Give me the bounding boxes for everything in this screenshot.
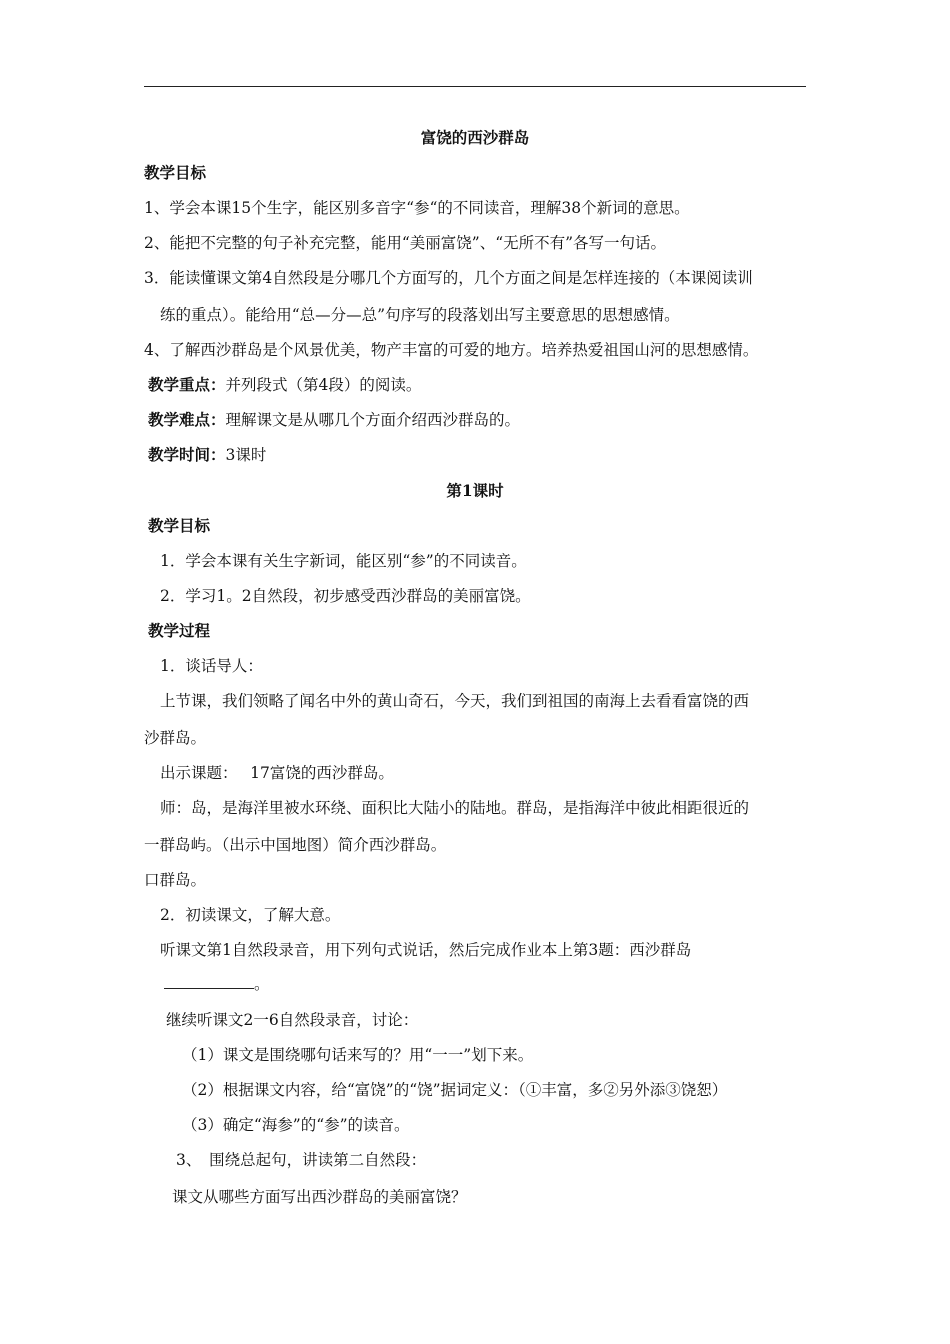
- process-paragraph: 继续听课文2一6自然段录音，讨论：: [166, 1011, 419, 1029]
- header-rule: [144, 86, 806, 87]
- teaching-time-text: 3课时: [225, 446, 267, 464]
- document-title: 富饶的西沙群岛: [420, 128, 530, 147]
- difficulty-label: 教学难点：: [148, 410, 226, 429]
- process-heading: 教学过程: [148, 621, 211, 640]
- lesson1-goal-item: 1．学会本课有关生字新词，能区别“参”的不同读音。: [160, 552, 527, 570]
- process-paragraph: 出示课题： 17富饶的西沙群岛。: [160, 764, 394, 782]
- goal-item: 4、了解西沙群岛是个风景优美，物产丰富的可爱的地方。培养热爱祖国山河的思想感情。: [144, 341, 759, 359]
- key-point-text: 并列段式（第4段）的阅读。: [225, 376, 422, 394]
- fill-blank-line: [164, 974, 270, 994]
- discussion-question: （3）确定“海参”的“参”的读音。: [182, 1116, 410, 1134]
- key-point-label: 教学重点：: [148, 375, 226, 394]
- process-paragraph: 口群岛。: [144, 871, 207, 889]
- discussion-question: （2）根据课文内容，给“富饶”的“饶”据词定义：（①丰富，多②另外添③饶恕）: [182, 1081, 728, 1099]
- blank-end-punct: 。: [254, 975, 270, 993]
- goal-item: 2、能把不完整的句子补充完整，能用“美丽富饶”、“无所不有”各写一句话。: [144, 234, 667, 252]
- goal-item: 1、学会本课15个生字，能区别多音字“参“的不同读音，理解38个新词的意思。: [144, 199, 690, 217]
- difficulty-text: 理解课文是从哪几个方面介绍西沙群岛的。: [225, 411, 521, 429]
- blank-underline: [164, 974, 254, 989]
- goal-item: 3．能读懂课文第4自然段是分哪几个方面写的，几个方面之间是怎样连接的（本课阅读训: [144, 269, 753, 287]
- teaching-time-label: 教学时间：: [148, 445, 226, 464]
- process-paragraph: 课文从哪些方面写出西沙群岛的美丽富饶？: [172, 1188, 467, 1206]
- lesson1-title: 第1课时: [446, 481, 504, 500]
- teaching-time: [148, 445, 266, 465]
- process-paragraph-continued: 沙群岛。: [144, 729, 207, 747]
- goals-heading: 教学目标: [144, 163, 207, 182]
- lesson1-goals-heading: 教学目标: [148, 516, 211, 535]
- discussion-question: （1）课文是围绕哪句话来写的？用“一一”划下来。: [182, 1046, 534, 1064]
- lesson1-goal-item: 2．学习1。2自然段，初步感受西沙群岛的美丽富饶。: [160, 587, 531, 605]
- process-paragraph: 上节课，我们领略了闻名中外的黄山奇石，今天，我们到祖国的南海上去看看富饶的西: [160, 692, 750, 710]
- process-paragraph-continued: 一群岛屿。（出示中国地图）简介西沙群岛。: [144, 836, 447, 854]
- process-paragraph: 听课文第1自然段录音，用下列句式说话，然后完成作业本上第3题：西沙群岛: [160, 941, 692, 959]
- goal-item-continued: 练的重点）。能给用“总—分—总”句序写的段落划出写主要意思的思想感情。: [160, 306, 680, 324]
- process-step: 2．初读课文，了解大意。: [160, 906, 341, 924]
- key-point: [148, 375, 421, 395]
- difficulty: [148, 410, 520, 430]
- process-paragraph: 师：岛，是海洋里被水环绕、面积比大陆小的陆地。群岛，是指海洋中彼此相距很近的: [160, 799, 750, 817]
- process-step: 3、 围绕总起句，讲读第二自然段：: [176, 1151, 427, 1169]
- process-step: 1．谈话导人：: [160, 657, 263, 675]
